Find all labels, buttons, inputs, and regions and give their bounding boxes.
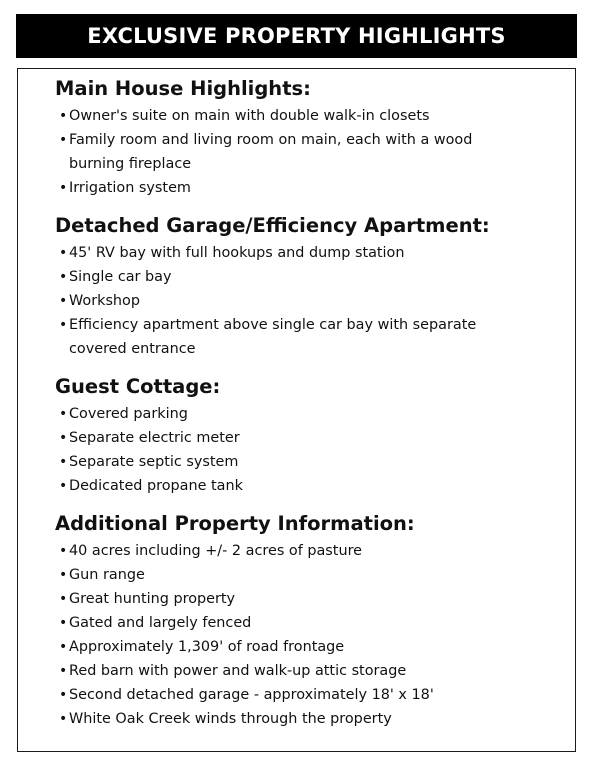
bullet-icon: • [59,687,68,703]
list-item-text: Gun range [69,567,145,583]
bullet-icon: • [59,663,68,679]
list-item [55,289,575,313]
list-item [55,474,575,498]
bullet-icon: • [59,180,68,196]
section-heading: Additional Property Information: [55,512,415,535]
list-item-text: Workshop [69,293,140,309]
section-main-house [55,74,575,200]
bullet-icon: • [59,406,68,422]
bullet-icon: • [59,245,68,261]
bullet-list [55,241,575,361]
section-heading: Main House Highlights: [55,77,311,100]
list-item-text: Separate electric meter [69,430,240,446]
list-item [55,539,575,563]
list-item [55,402,575,426]
list-item [55,426,575,450]
list-item-text: Efficiency apartment above single car bay with separate covered entrance [69,317,477,357]
bullet-icon: • [59,293,68,309]
bullet-icon: • [59,132,68,148]
bullet-icon: • [59,543,68,559]
list-item [55,128,575,176]
list-item-text: Second detached garage - approximately 18' x 18' [69,687,434,703]
list-item-text: Separate septic system [69,454,239,470]
list-item-text: 40 acres including +/- 2 acres of pasture [69,543,363,559]
list-item-text: Dedicated propane tank [69,478,243,494]
bullet-icon: • [59,567,68,583]
list-item [55,176,575,200]
header-banner [16,14,577,58]
list-item [55,241,575,265]
list-item-text: Approximately 1,309' of road frontage [69,639,345,655]
section-heading: Guest Cottage: [55,375,221,398]
list-item [55,683,575,707]
list-item-text: White Oak Creek winds through the property [69,711,392,727]
bullet-icon: • [59,711,68,727]
bullet-icon: • [59,269,68,285]
section-additional-info [55,509,575,731]
list-item [55,265,575,289]
list-item [55,707,575,731]
list-item-text: Covered parking [69,406,188,422]
section-detached-garage [55,211,575,361]
list-item [55,587,575,611]
bullet-icon: • [59,317,68,333]
bullet-icon: • [59,639,68,655]
highlights-panel [17,68,576,752]
bullet-icon: • [59,478,68,494]
bullet-list [55,539,575,731]
list-item-text: 45' RV bay with full hookups and dump station [69,245,405,261]
list-item-text: Red barn with power and walk-up attic storage [69,663,407,679]
list-item-text: Irrigation system [69,180,191,196]
list-item-text: Owner's suite on main with double walk-in closets [69,108,430,124]
bullet-list [55,402,575,498]
bullet-icon: • [59,615,68,631]
list-item-text: Single car bay [69,269,172,285]
bullet-icon: • [59,108,68,124]
page-title: EXCLUSIVE PROPERTY HIGHLIGHTS [87,24,506,48]
list-item [55,659,575,683]
list-item-text: Great hunting property [69,591,236,607]
section-heading: Detached Garage/Efficiency Apartment: [55,214,490,237]
list-item-text: Family room and living room on main, each with a wood burning fireplace [69,132,473,172]
list-item [55,635,575,659]
list-item [55,563,575,587]
list-item-text: Gated and largely fenced [69,615,252,631]
list-item [55,104,575,128]
list-item [55,611,575,635]
list-item [55,450,575,474]
bullet-list [55,104,575,200]
bullet-icon: • [59,430,68,446]
bullet-icon: • [59,454,68,470]
bullet-icon: • [59,591,68,607]
section-guest-cottage [55,372,575,498]
list-item [55,313,575,361]
